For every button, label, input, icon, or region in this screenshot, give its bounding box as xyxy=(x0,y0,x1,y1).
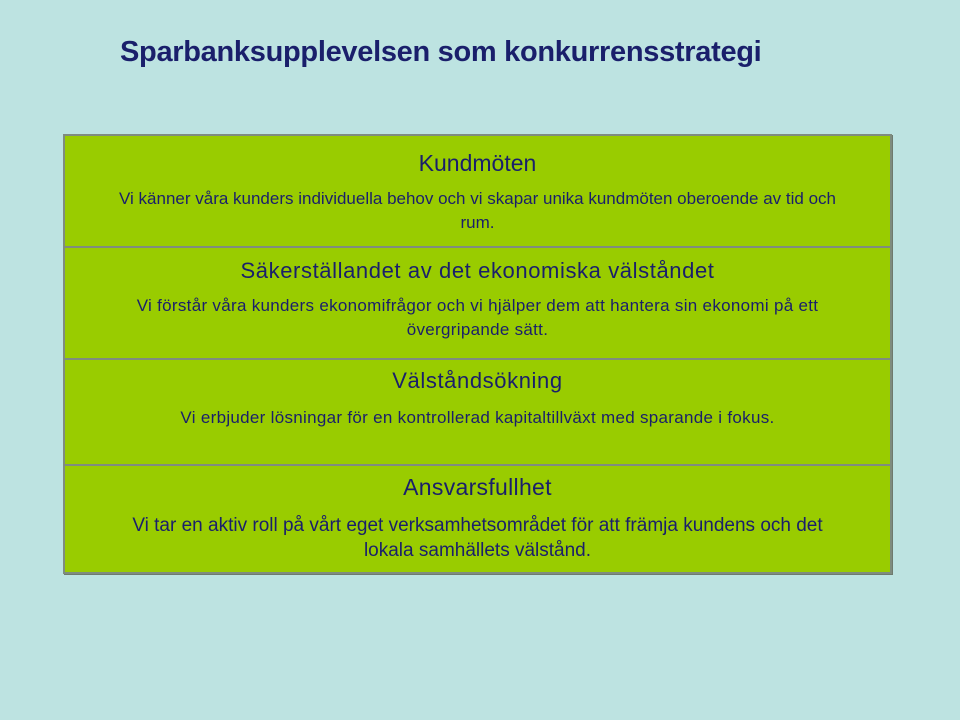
box-heading: Välståndsökning xyxy=(392,368,563,393)
box-text: Vi känner våra kunders individuella behov och vi skapar unika kundmöten oberoende av tid och rum. xyxy=(119,189,836,232)
box-text: Vi förstår våra kunders ekonomifrågor och vi hjälper dem att hantera sin ekonomi på ett övergripande sätt. xyxy=(136,296,819,339)
slide-title: Sparbanksupplevelsen som konkurrensstrategi xyxy=(120,36,762,68)
box-valstandsokning xyxy=(63,358,892,466)
box-ansvarsfullhet xyxy=(63,464,892,574)
strategy-box-stack xyxy=(63,134,898,574)
box-heading: Ansvarsfullhet xyxy=(403,474,552,500)
box-heading: Säkerställandet av det ekonomiska välståndet xyxy=(240,258,715,283)
box-kundmoten xyxy=(63,134,892,248)
box-heading: Kundmöten xyxy=(418,150,537,176)
box-text: Vi tar en aktiv roll på vårt eget verksamhetsområdet för att främja kundens och det lokala samhällets välstånd. xyxy=(132,515,823,561)
box-sakerstallandet xyxy=(63,246,892,360)
box-text: Vi erbjuder lösningar för en kontrollerad kapitaltillväxt med sparande i fokus. xyxy=(180,408,775,427)
